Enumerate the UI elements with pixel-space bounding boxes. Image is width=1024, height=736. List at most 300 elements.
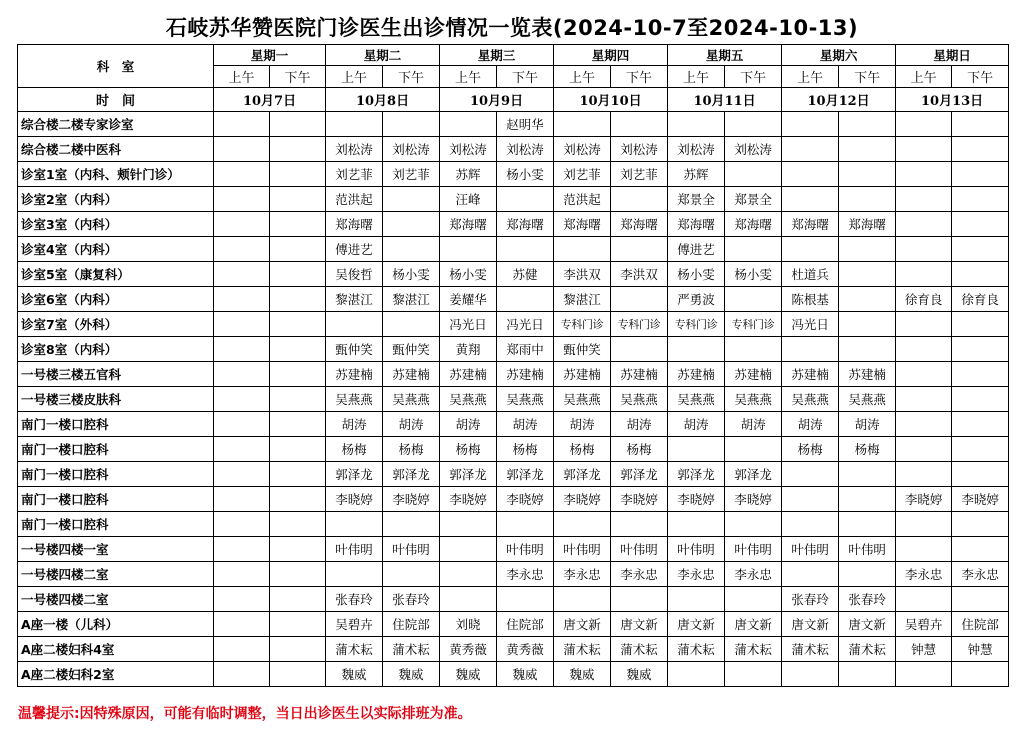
doctor-cell: 郑海曙 <box>782 212 839 237</box>
weekday-header-row <box>18 45 1009 66</box>
doctor-cell <box>554 237 611 262</box>
doctor-cell <box>270 262 326 287</box>
dept-cell: 南门一楼口腔科 <box>18 437 214 462</box>
doctor-cell <box>214 462 270 487</box>
dept-cell: 诊室6室（内科） <box>18 287 214 312</box>
doctor-cell: 杨梅 <box>440 437 497 462</box>
pm-header: 下午 <box>611 66 668 88</box>
doctor-cell <box>214 162 270 187</box>
time-header: 时 间 <box>18 88 214 112</box>
doctor-cell <box>668 112 725 137</box>
doctor-cell: 吴燕燕 <box>839 387 896 412</box>
doctor-cell: 叶伟明 <box>668 537 725 562</box>
dept-cell: A座一楼（儿科） <box>18 612 214 637</box>
doctor-cell <box>896 437 952 462</box>
table-row <box>18 412 1009 437</box>
doctor-cell <box>611 112 668 137</box>
doctor-cell: 张春玲 <box>782 587 839 612</box>
dept-cell: 一号楼四楼二室 <box>18 562 214 587</box>
date-header: 10月7日 <box>214 88 326 112</box>
doctor-cell <box>725 337 782 362</box>
doctor-cell: 苏健 <box>497 262 554 287</box>
doctor-cell: 郑景全 <box>725 187 782 212</box>
doctor-cell: 刘松涛 <box>497 137 554 162</box>
table-row <box>18 437 1009 462</box>
dept-cell: 诊室3室（内科） <box>18 212 214 237</box>
schedule-table <box>17 44 1009 687</box>
doctor-cell <box>214 612 270 637</box>
dept-cell: 综合楼二楼专家诊室 <box>18 112 214 137</box>
doctor-cell <box>497 587 554 612</box>
table-row <box>18 487 1009 512</box>
doctor-cell <box>896 112 952 137</box>
doctor-cell <box>896 462 952 487</box>
notice-text: 温馨提示:因特殊原因，可能有临时调整，当日出诊医生以实际排班为准。 <box>18 706 472 722</box>
dept-cell: 诊室2室（内科） <box>18 187 214 212</box>
doctor-cell: 吴碧卉 <box>896 612 952 637</box>
pm-header: 下午 <box>497 66 554 88</box>
doctor-cell <box>270 312 326 337</box>
doctor-cell: 张春玲 <box>383 587 440 612</box>
doctor-cell: 吴燕燕 <box>725 387 782 412</box>
date-header: 10月9日 <box>440 88 554 112</box>
doctor-cell <box>214 387 270 412</box>
doctor-cell <box>896 587 952 612</box>
doctor-cell: 住院部 <box>383 612 440 637</box>
doctor-cell <box>214 187 270 212</box>
doctor-cell: 胡涛 <box>440 412 497 437</box>
pm-header: 下午 <box>383 66 440 88</box>
doctor-cell: 苏辉 <box>668 162 725 187</box>
doctor-cell <box>554 512 611 537</box>
doctor-cell: 苏建楠 <box>611 362 668 387</box>
doctor-cell: 傅进艺 <box>668 237 725 262</box>
doctor-cell <box>214 512 270 537</box>
doctor-cell <box>383 112 440 137</box>
doctor-cell: 郭泽龙 <box>668 462 725 487</box>
doctor-cell: 蒲术耘 <box>383 637 440 662</box>
doctor-cell <box>952 237 1009 262</box>
am-header: 上午 <box>668 66 725 88</box>
doctor-cell <box>214 662 270 687</box>
doctor-cell: 李晓婷 <box>497 487 554 512</box>
doctor-cell: 蒲术耘 <box>611 637 668 662</box>
doctor-cell <box>270 362 326 387</box>
doctor-cell: 杨梅 <box>554 437 611 462</box>
doctor-cell: 郑海曙 <box>839 212 896 237</box>
doctor-cell: 甄仲笑 <box>326 337 383 362</box>
doctor-cell <box>782 337 839 362</box>
doctor-cell: 郑海曙 <box>440 212 497 237</box>
doctor-cell <box>896 387 952 412</box>
doctor-cell <box>952 112 1009 137</box>
doctor-cell <box>952 162 1009 187</box>
doctor-cell: 钟慧 <box>896 637 952 662</box>
doctor-cell: 李晓婷 <box>952 487 1009 512</box>
doctor-cell <box>270 562 326 587</box>
doctor-cell <box>611 237 668 262</box>
dept-cell: 一号楼四楼一室 <box>18 537 214 562</box>
doctor-cell <box>611 587 668 612</box>
doctor-cell: 胡涛 <box>782 412 839 437</box>
doctor-cell <box>782 462 839 487</box>
doctor-cell: 叶伟明 <box>326 537 383 562</box>
doctor-cell <box>270 637 326 662</box>
doctor-cell <box>896 537 952 562</box>
doctor-cell: 张春玲 <box>839 587 896 612</box>
doctor-cell: 刘艺菲 <box>554 162 611 187</box>
table-row <box>18 662 1009 687</box>
doctor-cell: 刘松涛 <box>440 137 497 162</box>
doctor-cell: 胡涛 <box>383 412 440 437</box>
doctor-cell <box>782 487 839 512</box>
doctor-cell: 赵明华 <box>497 112 554 137</box>
doctor-cell: 叶伟明 <box>383 537 440 562</box>
dept-cell: A座二楼妇科2室 <box>18 662 214 687</box>
doctor-cell <box>270 537 326 562</box>
doctor-cell <box>952 462 1009 487</box>
table-row <box>18 137 1009 162</box>
doctor-cell: 陈根基 <box>782 287 839 312</box>
doctor-cell: 甄仲笑 <box>383 337 440 362</box>
doctor-cell: 蒲术耘 <box>668 637 725 662</box>
doctor-cell <box>896 337 952 362</box>
date-header-row <box>18 88 1009 112</box>
doctor-cell <box>839 287 896 312</box>
doctor-cell <box>668 437 725 462</box>
doctor-cell <box>952 212 1009 237</box>
doctor-cell <box>725 237 782 262</box>
date-header: 10月11日 <box>668 88 782 112</box>
doctor-cell <box>725 112 782 137</box>
doctor-cell <box>383 312 440 337</box>
doctor-cell <box>839 162 896 187</box>
doctor-cell <box>214 537 270 562</box>
doctor-cell: 黄秀薇 <box>497 637 554 662</box>
doctor-cell <box>725 662 782 687</box>
doctor-cell <box>554 112 611 137</box>
doctor-cell <box>214 287 270 312</box>
doctor-cell <box>214 362 270 387</box>
doctor-cell: 叶伟明 <box>497 537 554 562</box>
doctor-cell <box>839 562 896 587</box>
doctor-cell: 郑雨中 <box>497 337 554 362</box>
doctor-cell: 李永忠 <box>611 562 668 587</box>
dept-cell: 诊室5室（康复科） <box>18 262 214 287</box>
doctor-cell <box>214 437 270 462</box>
doctor-cell <box>952 537 1009 562</box>
doctor-cell: 叶伟明 <box>839 537 896 562</box>
doctor-cell: 李晓婷 <box>440 487 497 512</box>
doctor-cell <box>839 262 896 287</box>
doctor-cell <box>668 337 725 362</box>
doctor-cell <box>782 662 839 687</box>
doctor-cell: 李晓婷 <box>326 487 383 512</box>
doctor-cell: 吴燕燕 <box>326 387 383 412</box>
doctor-cell <box>782 512 839 537</box>
doctor-cell <box>214 637 270 662</box>
doctor-cell: 刘艺菲 <box>326 162 383 187</box>
doctor-cell: 杨梅 <box>497 437 554 462</box>
doctor-cell: 住院部 <box>952 612 1009 637</box>
doctor-cell: 李永忠 <box>896 562 952 587</box>
doctor-cell: 吴俊哲 <box>326 262 383 287</box>
doctor-cell <box>440 112 497 137</box>
doctor-cell <box>952 387 1009 412</box>
doctor-cell: 李洪双 <box>554 262 611 287</box>
doctor-cell <box>497 512 554 537</box>
table-row <box>18 362 1009 387</box>
doctor-cell <box>896 312 952 337</box>
doctor-cell <box>270 287 326 312</box>
dept-cell: 南门一楼口腔科 <box>18 487 214 512</box>
schedule-body <box>18 45 1009 687</box>
doctor-cell: 吴燕燕 <box>554 387 611 412</box>
doctor-cell: 刘松涛 <box>383 137 440 162</box>
doctor-cell <box>896 212 952 237</box>
doctor-cell <box>952 437 1009 462</box>
table-row <box>18 287 1009 312</box>
doctor-cell <box>326 512 383 537</box>
doctor-cell: 张春玲 <box>326 587 383 612</box>
table-row <box>18 162 1009 187</box>
doctor-cell: 杨梅 <box>611 437 668 462</box>
doctor-cell <box>497 237 554 262</box>
doctor-cell: 专科门诊 <box>611 312 668 337</box>
doctor-cell <box>839 337 896 362</box>
doctor-cell <box>270 187 326 212</box>
table-row <box>18 512 1009 537</box>
doctor-cell <box>839 462 896 487</box>
doctor-cell <box>214 312 270 337</box>
dept-header: 科 室 <box>18 45 214 88</box>
weekday-header: 星期五 <box>668 45 782 66</box>
doctor-cell: 蒲术耘 <box>554 637 611 662</box>
table-row <box>18 262 1009 287</box>
doctor-cell: 冯光日 <box>497 312 554 337</box>
doctor-cell <box>782 562 839 587</box>
doctor-cell <box>839 112 896 137</box>
doctor-cell: 胡涛 <box>668 412 725 437</box>
doctor-cell: 李永忠 <box>668 562 725 587</box>
doctor-cell: 专科门诊 <box>668 312 725 337</box>
doctor-cell: 郑海曙 <box>497 212 554 237</box>
doctor-cell <box>270 137 326 162</box>
doctor-cell: 苏建楠 <box>497 362 554 387</box>
dept-cell: 一号楼三楼皮肤科 <box>18 387 214 412</box>
doctor-cell <box>839 512 896 537</box>
am-header: 上午 <box>896 66 952 88</box>
doctor-cell: 苏建楠 <box>440 362 497 387</box>
doctor-cell <box>383 512 440 537</box>
doctor-cell <box>497 187 554 212</box>
doctor-cell <box>214 137 270 162</box>
doctor-cell <box>440 237 497 262</box>
doctor-cell: 郑海曙 <box>326 212 383 237</box>
pm-header: 下午 <box>952 66 1009 88</box>
doctor-cell: 李永忠 <box>554 562 611 587</box>
doctor-cell: 刘松涛 <box>611 137 668 162</box>
doctor-cell <box>214 212 270 237</box>
doctor-cell <box>668 662 725 687</box>
doctor-cell: 黎湛江 <box>326 287 383 312</box>
doctor-cell <box>952 512 1009 537</box>
doctor-cell: 李晓婷 <box>554 487 611 512</box>
doctor-cell: 黄秀薇 <box>440 637 497 662</box>
doctor-cell: 魏威 <box>611 662 668 687</box>
doctor-cell: 杨小雯 <box>725 262 782 287</box>
doctor-cell: 黎湛江 <box>554 287 611 312</box>
doctor-cell <box>839 312 896 337</box>
doctor-cell: 胡涛 <box>326 412 383 437</box>
doctor-cell: 刘晓 <box>440 612 497 637</box>
doctor-cell: 胡涛 <box>725 412 782 437</box>
doctor-cell: 郭泽龙 <box>326 462 383 487</box>
doctor-cell: 蒲术耘 <box>725 637 782 662</box>
dept-cell: 南门一楼口腔科 <box>18 412 214 437</box>
doctor-cell: 杨小雯 <box>440 262 497 287</box>
doctor-cell: 冯光日 <box>440 312 497 337</box>
doctor-cell: 苏建楠 <box>326 362 383 387</box>
table-row <box>18 387 1009 412</box>
pm-header: 下午 <box>725 66 782 88</box>
doctor-cell: 刘松涛 <box>326 137 383 162</box>
doctor-cell <box>952 337 1009 362</box>
doctor-cell: 吴燕燕 <box>440 387 497 412</box>
doctor-cell: 魏威 <box>383 662 440 687</box>
doctor-cell <box>554 587 611 612</box>
table-row <box>18 237 1009 262</box>
am-header: 上午 <box>326 66 383 88</box>
doctor-cell: 徐育良 <box>952 287 1009 312</box>
weekday-header: 星期二 <box>326 45 440 66</box>
doctor-cell: 姜耀华 <box>440 287 497 312</box>
doctor-cell: 郑海曙 <box>611 212 668 237</box>
doctor-cell <box>896 162 952 187</box>
doctor-cell <box>270 512 326 537</box>
doctor-cell <box>270 212 326 237</box>
pm-header: 下午 <box>270 66 326 88</box>
weekday-header: 星期日 <box>896 45 1009 66</box>
doctor-cell <box>782 112 839 137</box>
doctor-cell: 蒲术耘 <box>839 637 896 662</box>
doctor-cell: 唐文新 <box>839 612 896 637</box>
doctor-cell: 苏建楠 <box>725 362 782 387</box>
doctor-cell <box>952 262 1009 287</box>
doctor-cell <box>668 512 725 537</box>
doctor-cell <box>383 187 440 212</box>
doctor-cell: 苏建楠 <box>554 362 611 387</box>
weekday-header: 星期四 <box>554 45 668 66</box>
doctor-cell <box>383 237 440 262</box>
doctor-cell <box>839 662 896 687</box>
table-row <box>18 637 1009 662</box>
doctor-cell <box>440 587 497 612</box>
am-header: 上午 <box>782 66 839 88</box>
doctor-cell <box>270 237 326 262</box>
doctor-cell <box>383 562 440 587</box>
doctor-cell: 郭泽龙 <box>440 462 497 487</box>
doctor-cell <box>952 662 1009 687</box>
doctor-cell: 胡涛 <box>611 412 668 437</box>
dept-cell: 诊室7室（外科） <box>18 312 214 337</box>
dept-cell: 南门一楼口腔科 <box>18 462 214 487</box>
doctor-cell: 李晓婷 <box>611 487 668 512</box>
doctor-cell <box>270 412 326 437</box>
doctor-cell: 杨梅 <box>839 437 896 462</box>
doctor-cell <box>952 587 1009 612</box>
doctor-cell: 汪峰 <box>440 187 497 212</box>
doctor-cell: 杨梅 <box>383 437 440 462</box>
doctor-cell: 唐文新 <box>554 612 611 637</box>
doctor-cell <box>896 412 952 437</box>
doctor-cell: 郭泽龙 <box>725 462 782 487</box>
table-row <box>18 612 1009 637</box>
doctor-cell: 杜道兵 <box>782 262 839 287</box>
doctor-cell <box>839 137 896 162</box>
doctor-cell: 刘艺菲 <box>611 162 668 187</box>
dept-cell: 一号楼三楼五官科 <box>18 362 214 387</box>
doctor-cell: 郭泽龙 <box>554 462 611 487</box>
doctor-cell: 刘松涛 <box>668 137 725 162</box>
doctor-cell <box>270 587 326 612</box>
doctor-cell: 魏威 <box>440 662 497 687</box>
doctor-cell <box>839 487 896 512</box>
doctor-cell: 专科门诊 <box>725 312 782 337</box>
dept-cell: A座二楼妇科4室 <box>18 637 214 662</box>
doctor-cell: 郑景全 <box>668 187 725 212</box>
doctor-cell: 杨梅 <box>326 437 383 462</box>
doctor-cell: 严勇波 <box>668 287 725 312</box>
dept-cell: 一号楼四楼二室 <box>18 587 214 612</box>
doctor-cell <box>440 512 497 537</box>
doctor-cell: 李永忠 <box>952 562 1009 587</box>
doctor-cell: 杨小雯 <box>668 262 725 287</box>
doctor-cell: 唐文新 <box>725 612 782 637</box>
doctor-cell <box>725 587 782 612</box>
doctor-cell: 吴燕燕 <box>383 387 440 412</box>
doctor-cell <box>952 312 1009 337</box>
doctor-cell <box>214 237 270 262</box>
doctor-cell: 唐文新 <box>782 612 839 637</box>
doctor-cell <box>214 112 270 137</box>
doctor-cell: 黎湛江 <box>383 287 440 312</box>
doctor-cell: 钟慧 <box>952 637 1009 662</box>
doctor-cell: 刘艺菲 <box>383 162 440 187</box>
doctor-cell: 苏建楠 <box>782 362 839 387</box>
doctor-cell: 苏建楠 <box>668 362 725 387</box>
doctor-cell <box>440 562 497 587</box>
doctor-cell: 魏威 <box>554 662 611 687</box>
doctor-cell: 郭泽龙 <box>497 462 554 487</box>
doctor-cell <box>326 112 383 137</box>
doctor-cell: 范洪起 <box>326 187 383 212</box>
doctor-cell <box>839 187 896 212</box>
doctor-cell: 黄翔 <box>440 337 497 362</box>
weekday-header: 星期六 <box>782 45 896 66</box>
doctor-cell: 住院部 <box>497 612 554 637</box>
doctor-cell: 郭泽龙 <box>611 462 668 487</box>
doctor-cell: 甄仲笑 <box>554 337 611 362</box>
doctor-cell <box>896 662 952 687</box>
doctor-cell: 叶伟明 <box>725 537 782 562</box>
doctor-cell: 徐育良 <box>896 287 952 312</box>
doctor-cell <box>896 237 952 262</box>
table-row <box>18 587 1009 612</box>
doctor-cell <box>383 212 440 237</box>
doctor-cell <box>611 512 668 537</box>
doctor-cell <box>270 462 326 487</box>
